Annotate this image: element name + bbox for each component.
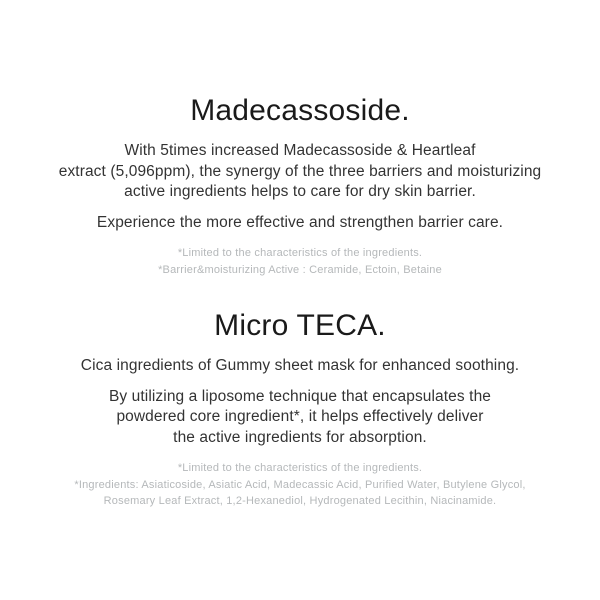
note-line: *Limited to the characteristics of the ingredients. — [177, 247, 423, 259]
text-line: active ingredients helps to care for dry skin barrier. — [124, 183, 476, 200]
madecassoside-paragraph-1 — [0, 141, 600, 203]
note-line: *Barrier&moisturizing Active : Ceramide, Ectoin, Betaine — [158, 263, 442, 276]
section-madecassoside — [0, 93, 600, 278]
text-line: the active ingredients for absorption. — [173, 428, 427, 446]
section-micro-teca — [0, 308, 600, 510]
micro-teca-paragraph-2 — [0, 387, 600, 449]
section-title-madecassoside: Madecassoside. — [190, 94, 410, 127]
text-line: Cica ingredients of Gummy sheet mask for enhanced soothing. — [80, 357, 520, 374]
madecassoside-fine-print — [0, 245, 600, 278]
madecassoside-paragraph-2 — [0, 213, 600, 234]
micro-teca-fine-print — [0, 460, 600, 510]
text-line: Experience the more effective and strengthen barrier care. — [96, 213, 504, 231]
micro-teca-paragraph-1 — [0, 356, 600, 377]
text-line: powdered core ingredient*, it helps effectively deliver — [116, 408, 484, 425]
text-line: With 5times increased Madecassoside & Heartleaf — [124, 142, 476, 159]
text-line: By utilizing a liposome technique that encapsulates the — [108, 387, 492, 405]
note-line: Rosemary Leaf Extract, 1,2-Hexanediol, Hydrogenated Lecithin, Niacinamide. — [103, 495, 497, 507]
note-line: *Limited to the characteristics of the ingredients. — [177, 462, 423, 474]
note-line: *Ingredients: Asiaticoside, Asiatic Acid, Madecassic Acid, Purified Water, Butylene Glycol, — [74, 478, 526, 491]
section-title-micro-teca: Micro TECA. — [214, 309, 386, 342]
text-line: extract (5,096ppm), the synergy of the three barriers and moisturizing — [58, 162, 542, 180]
